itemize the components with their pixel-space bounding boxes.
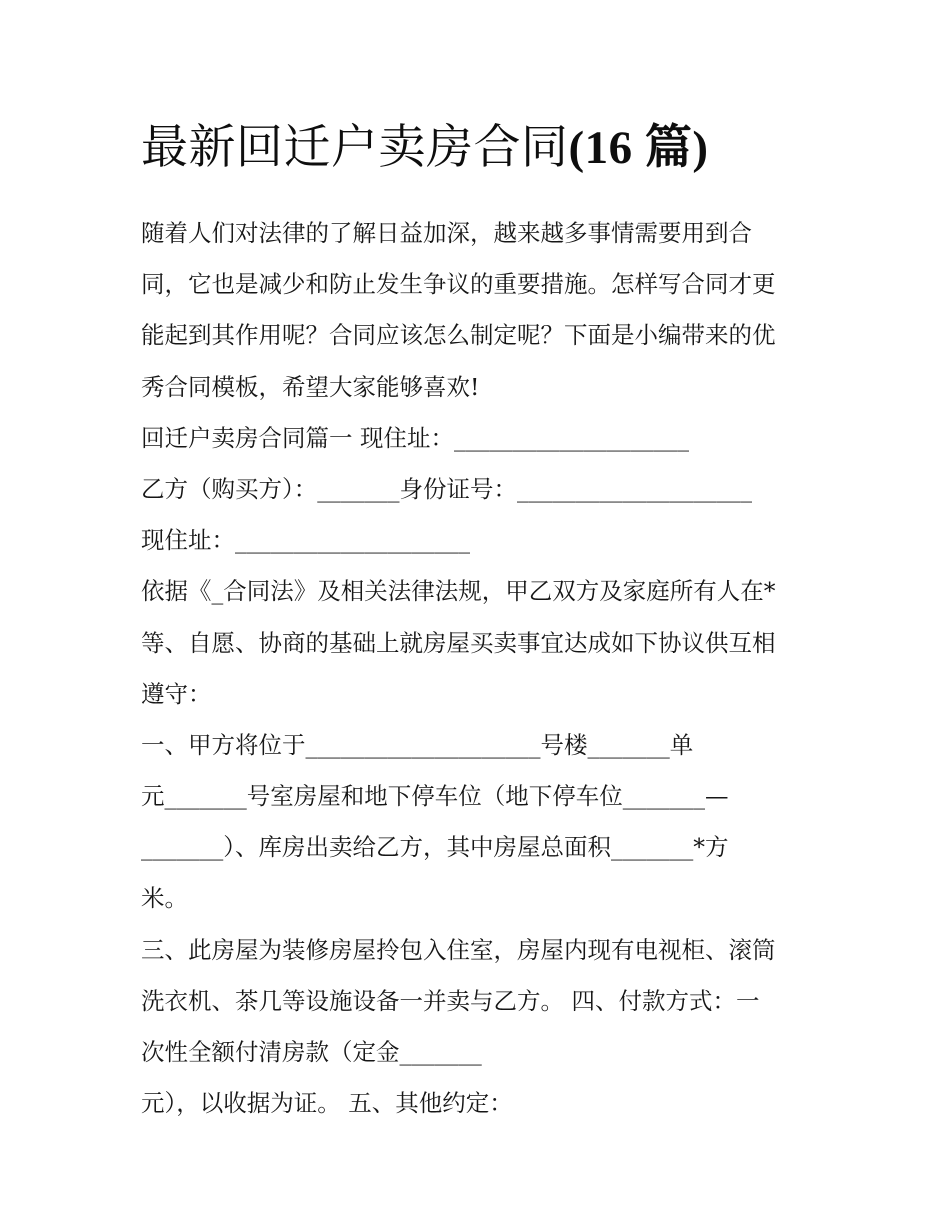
body-line: 秀合同模板，希望大家能够喜欢! (141, 372, 480, 401)
body-line: 三、此房屋为装修房屋拎包入住室，房屋内现有电视柜、滚筒 (141, 935, 776, 964)
body-line: 次性全额付清房款（定金_______ (141, 1038, 482, 1066)
body-line: 等、自愿、协商的基础上就房屋买卖事宜达成如下协议供互相 (141, 628, 776, 657)
body-line: 元_______号室房屋和地下停车位（地下停车位_______— (141, 782, 729, 811)
document-page (141, 118, 831, 1129)
body-line: 回迁户卖房合同篇一 现住址：____________________ (141, 423, 689, 452)
body-line: 遵守： (141, 679, 212, 708)
body-line: 能起到其作用呢？合同应该怎么制定呢？下面是小编带来的优 (141, 321, 776, 350)
body-line: 随着人们对法律的了解日益加深，越来越多事情需要用到合 (141, 219, 752, 247)
body-line: 依据《_合同法》及相关法律法规，甲乙双方及家庭所有人在* (141, 577, 776, 606)
body-line: 一、甲方将位于____________________号楼_______单 (141, 730, 694, 759)
document-body (141, 208, 831, 1129)
body-line: 现住址：____________________ (141, 526, 470, 555)
body-line: _______）、库房出卖给乙方，其中房屋总面积_______*方 (141, 833, 729, 862)
body-line: 乙方（购买方）：_______身份证号：____________________ (141, 474, 752, 503)
title-suffix: (16 篇) (568, 122, 709, 174)
body-line: 米。 (141, 884, 188, 913)
body-line: 元），以收据为证。 五、其他约定： (141, 1089, 513, 1118)
title-main: 最新回迁户卖房合同 (141, 120, 569, 175)
body-line: 洗衣机、茶几等设施设备一并卖与乙方。 四、付款方式：一 (141, 986, 760, 1015)
document-title (141, 118, 831, 178)
body-line: 同，它也是减少和防止发生争议的重要措施。怎样写合同才更 (141, 270, 776, 299)
